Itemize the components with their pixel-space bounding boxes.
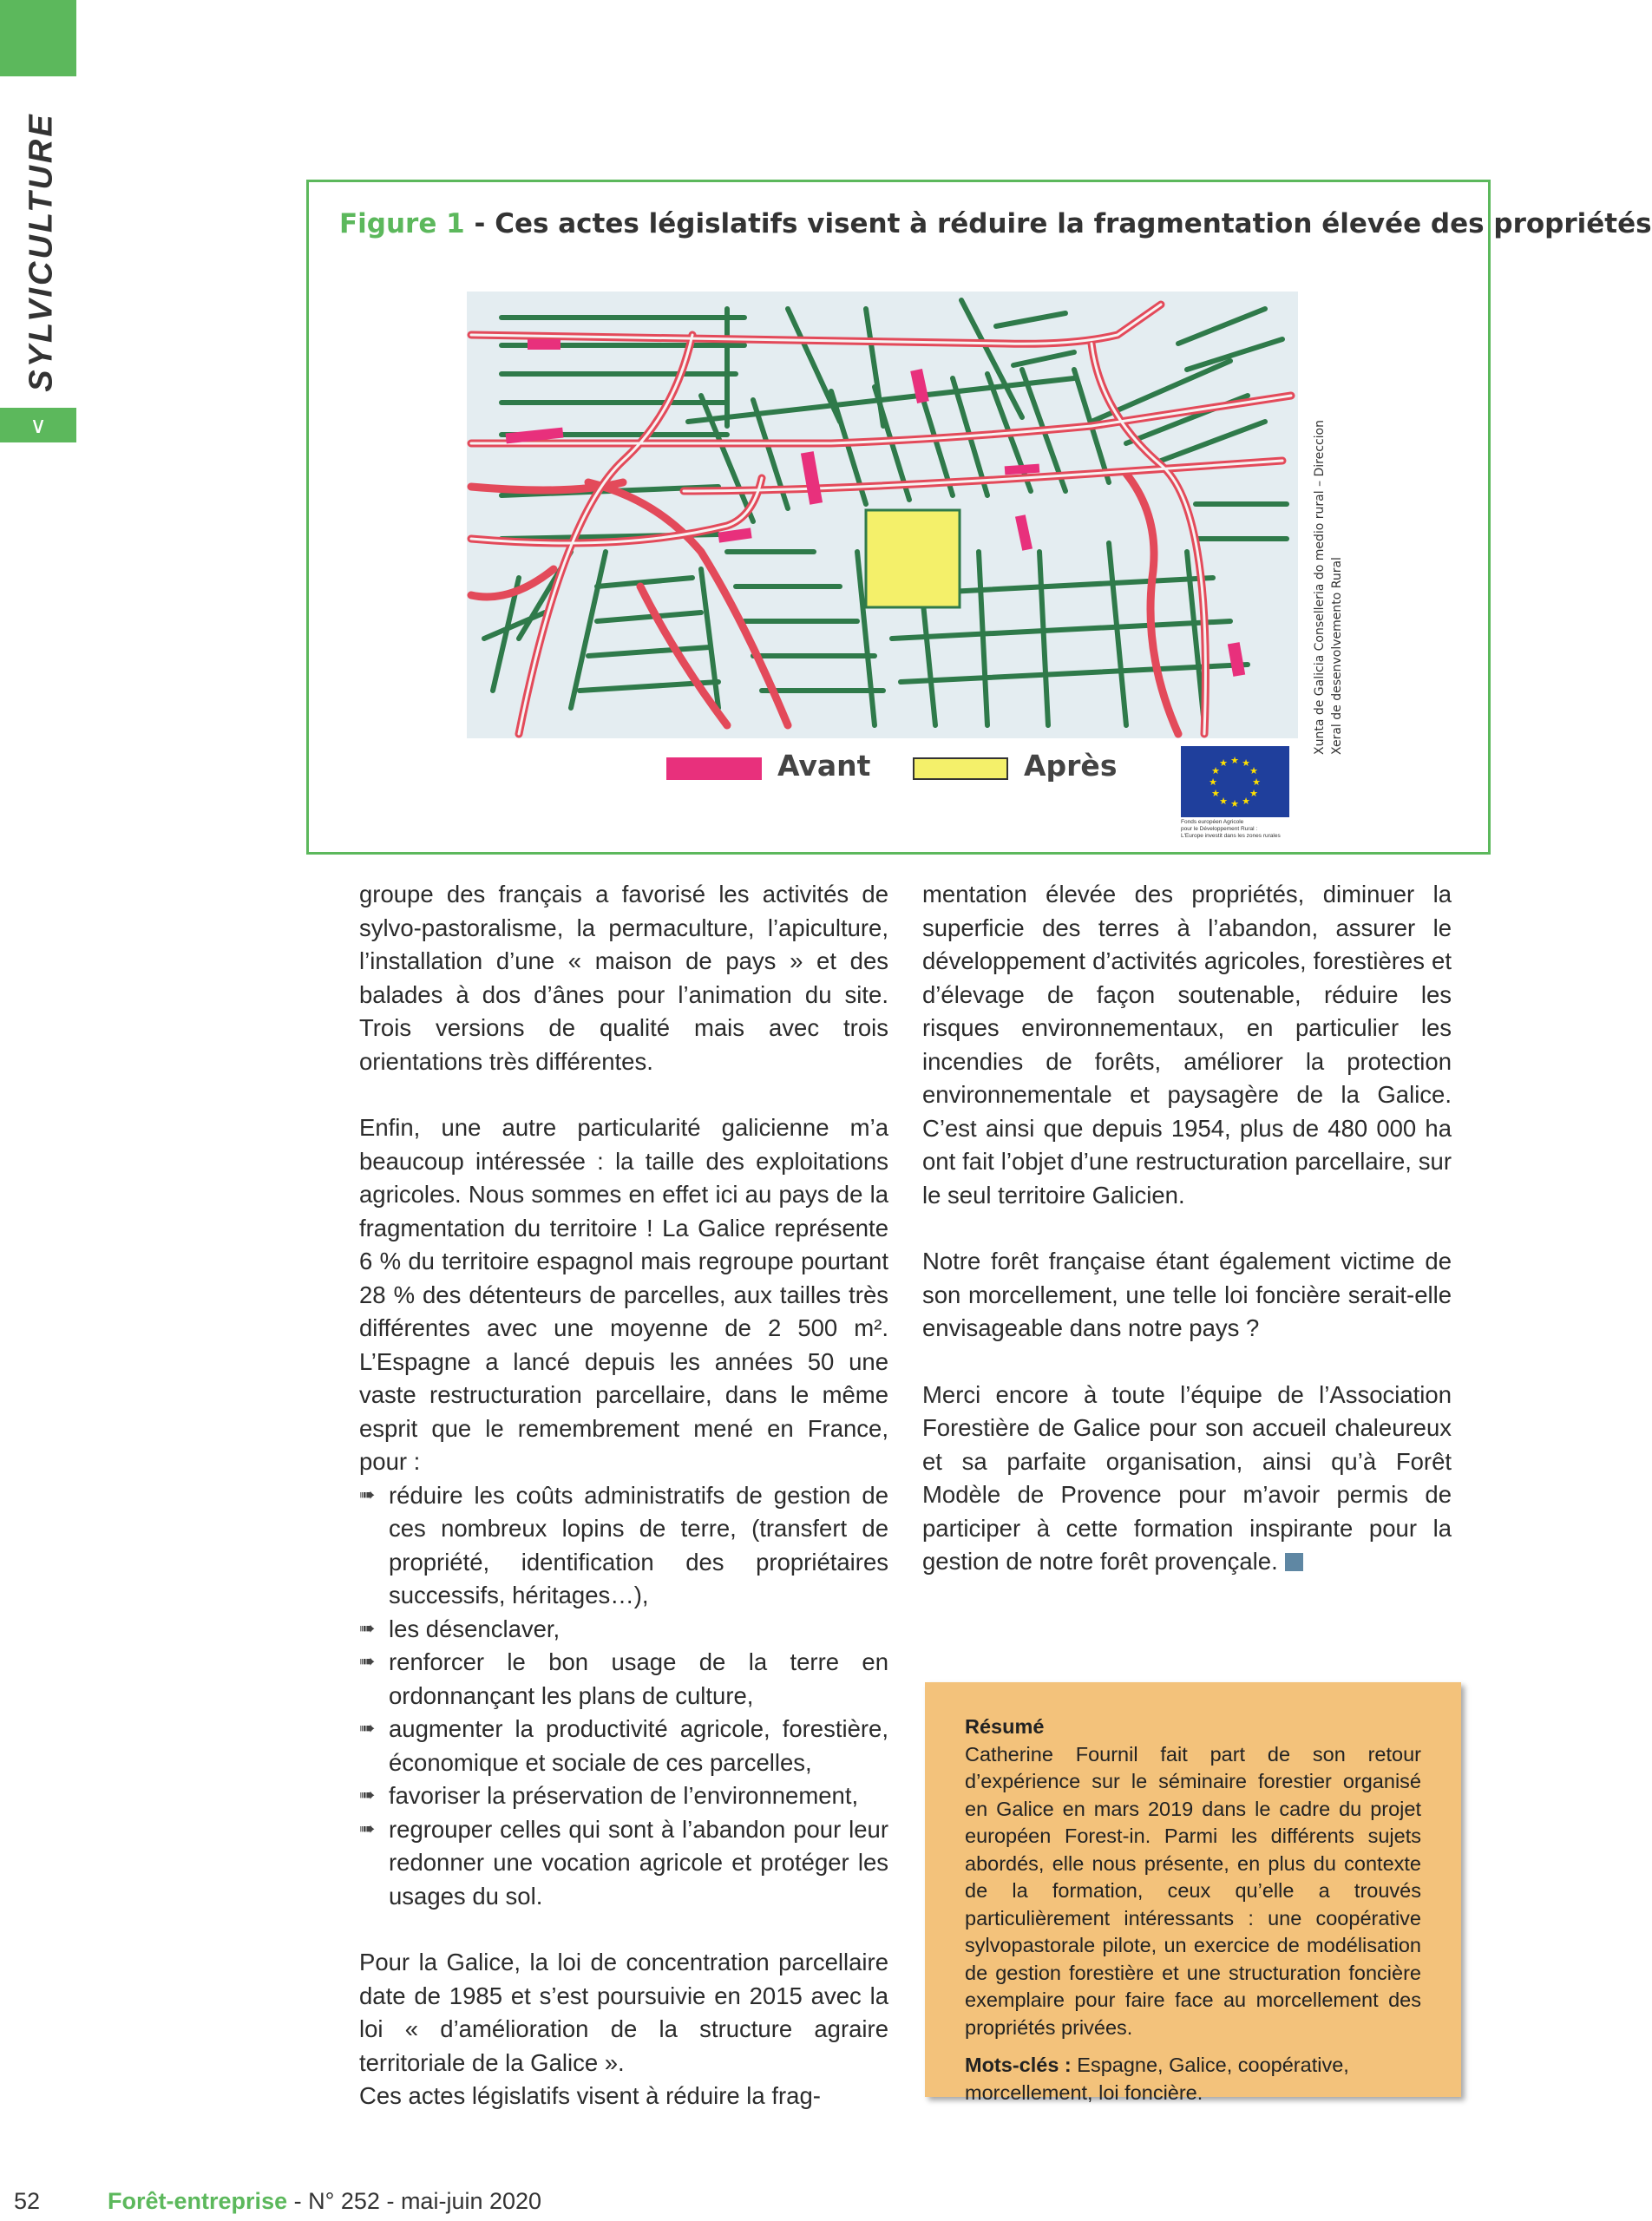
right-paragraph-3-text: Merci encore à toute l’équipe de l’Association Forestière de Galice pour son accueil chaleureux et sa parfaite organisation, ainsi qu’à Forêt Modèle de Provence pour m’avoir permis de participer à cette formation inspirante pour la gestion de notre forêt provençale. xyxy=(922,1380,1452,1575)
svg-text:★: ★ xyxy=(1219,796,1228,807)
journal-name: Forêt-entreprise xyxy=(108,2188,288,2214)
figure-box xyxy=(306,180,1652,855)
left-paragraph-2: Enfin, une autre particularité galicienne m’a beaucoup intéressée : la taille des exploitations agricoles. Nous sommes en effet ici au pays de la fragmentation du territoire ! La Galice représente 6 % du territoire espagnol mais regroupe pourtant 28 % des détenteurs de parcelles, aux tailles très différentes avec une moyenne de 2 500 m². L’Espagne a lancé depuis les années 50 une vaste restructuration parcellaire, dans le même esprit que le remembrement mené en France, pour : xyxy=(359,1114,888,1475)
summary-box xyxy=(925,1682,1461,2104)
credit-line-2: Xeral de desenvolvemento Rural xyxy=(1330,557,1344,755)
section-marker: ∨ xyxy=(0,408,76,442)
eu-stars-icon xyxy=(1181,746,1289,817)
svg-text:★: ★ xyxy=(1252,776,1261,788)
page-footer xyxy=(14,2188,541,2215)
legend-label-before: Avant xyxy=(777,749,871,783)
right-column xyxy=(922,878,1452,1612)
svg-text:★: ★ xyxy=(1242,796,1250,807)
legend-swatch-before xyxy=(666,757,762,780)
list-item: ➠ réduire les coûts administratifs de gestion de ces nombreux lopins de terre, (transfert de propriété, identification des propriétaires successifs, héritages…), xyxy=(359,1479,888,1613)
eu-caption xyxy=(1181,819,1289,840)
objectives-list xyxy=(359,1479,888,1914)
eu-caption-line-2: pour le Développement Rural : xyxy=(1181,826,1258,832)
left-paragraph-3: Pour la Galice, la loi de concentration parcellaire date de 1985 et s’est poursuivie en 2015 avec la loi « d’amélioration de la structure agraire territoriale de la Galice ». xyxy=(359,1949,888,2076)
before-parcel xyxy=(528,339,560,350)
eu-caption-line-1: Fonds européen Agricole xyxy=(1181,819,1244,825)
keywords-label: Mots-clés : xyxy=(965,2054,1072,2076)
left-paragraph-1: groupe des français a favorisé les activités de sylvo-pastoralisme, la permaculture, l’apiculture, l’installation d’une « maison de pays » et des balades à dos d’ânes pour l’animation du site. Trois versions de qualité mais avec trois orientations très différentes. xyxy=(359,881,888,1075)
eu-caption-line-3: L'Europe investit dans les zones rurales xyxy=(1181,833,1281,839)
figure-credit xyxy=(1311,338,1363,755)
list-item: ➠ augmenter la productivité agricole, forestière, économique et sociale de ces parcelles, xyxy=(359,1713,888,1779)
parcel-map xyxy=(467,292,1298,738)
svg-text:★: ★ xyxy=(1211,788,1220,799)
legend-swatch-after xyxy=(913,757,1008,780)
svg-text:★: ★ xyxy=(1219,757,1228,769)
svg-text:★: ★ xyxy=(1230,798,1239,809)
figure-caption xyxy=(339,208,1652,239)
figure-caption-text: - Ces actes législatifs visent à réduire la fragmentation élevée des propriétés xyxy=(464,208,1652,239)
end-of-article-icon xyxy=(1285,1553,1303,1571)
svg-text:★: ★ xyxy=(1230,755,1239,766)
section-tab xyxy=(0,0,76,76)
page-number: 52 xyxy=(14,2188,41,2214)
eu-logo xyxy=(1181,746,1289,848)
keywords-value: Espagne, Galice, coopérative, morcellement, loi foncière. xyxy=(965,2054,1349,2104)
summary-title: Résumé xyxy=(965,1715,1045,1738)
right-paragraph-2: Notre forêt française étant également victime de son morcellement, une telle loi foncière serait-elle envisageable dans notre pays ? xyxy=(922,1248,1452,1341)
list-item: ➠ les désenclaver, xyxy=(359,1613,888,1647)
legend-label-after: Après xyxy=(1024,749,1118,783)
after-parcel xyxy=(866,510,960,607)
list-item: ➠ favoriser la préservation de l’environnement, xyxy=(359,1779,888,1813)
svg-text:★: ★ xyxy=(1211,765,1220,776)
left-paragraph-4: Ces actes législatifs visent à réduire la frag- xyxy=(359,2082,821,2109)
svg-text:★: ★ xyxy=(1209,776,1217,788)
svg-text:★: ★ xyxy=(1249,788,1258,799)
summary-text: Catherine Fournil fait part de son retour d’expérience sur le séminaire forestier organisé en Galice en mars 2019 dans le cadre du projet européen Forest-in. Parmi les différents sujets abordés, elle nous présente, en plus du contexte de la formation, ceux qu’elle a trouvés particulièrement intéressants : une coopérative sylvopastorale pilote, un exercice de modélisation de gestion forestière et une structuration foncière exemplaire pour faire face au morcellement des propriétés privées. xyxy=(965,1742,1421,2039)
issue-info: - N° 252 - mai-juin 2020 xyxy=(287,2188,542,2214)
list-item: ➠ regrouper celles qui sont à l’abandon pour leur redonner une vocation agricole et protéger les usages du sol. xyxy=(359,1813,888,1914)
figure-number: Figure 1 xyxy=(339,208,465,239)
summary-keywords xyxy=(965,2052,1421,2106)
svg-text:★: ★ xyxy=(1242,757,1250,769)
section-label: SYLVICULTURE xyxy=(23,111,60,392)
left-column xyxy=(359,878,888,2146)
credit-line-1: Xunta de Galicia Conselleria do medio rural – Direccion xyxy=(1313,420,1327,755)
right-paragraph-1: mentation élevée des propriétés, diminuer la superficie des terres à l’abandon, assurer le développement d’activités agricoles, forestières et d’élevage de façon soutenable, réduire les risques environnementaux, en particulier les incendies de forêts, améliorer la protection environnementale et paysagère de la Galice. C’est ainsi que depuis 1954, plus de 480 000 ha ont fait l’objet d’une restructuration parcellaire, sur le seul territoire Galicien. xyxy=(922,881,1452,1209)
list-item: ➠ renforcer le bon usage de la terre en ordonnançant les plans de culture, xyxy=(359,1646,888,1713)
right-paragraph-3 xyxy=(922,1379,1452,1579)
eu-flag-icon xyxy=(1181,746,1289,817)
svg-text:★: ★ xyxy=(1249,765,1258,776)
